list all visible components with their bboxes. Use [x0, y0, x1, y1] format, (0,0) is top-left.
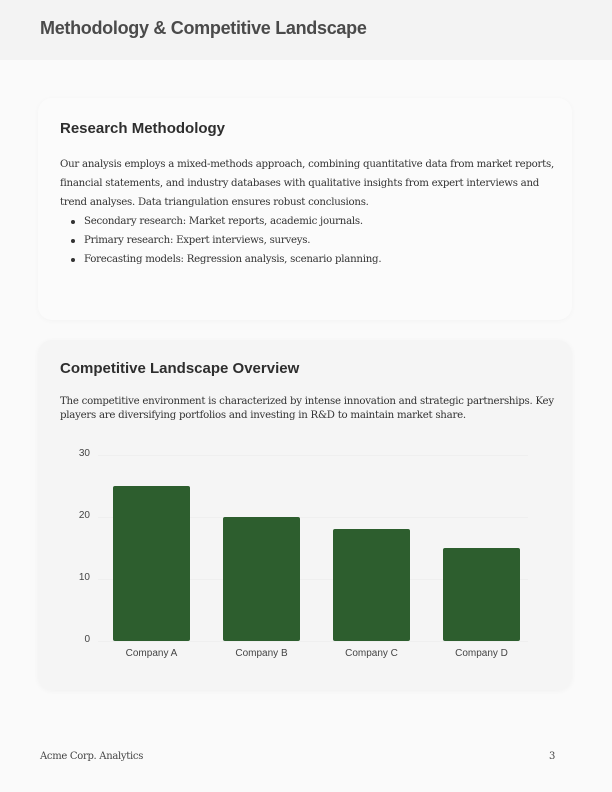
bar-company-b — [223, 517, 300, 641]
page-header — [0, 0, 612, 60]
y-axis-tick-label: 0 — [84, 634, 90, 645]
bar-company-c — [333, 529, 410, 641]
y-axis-tick-label: 10 — [78, 572, 90, 583]
bullet-icon — [71, 258, 75, 262]
research-methodology-card — [38, 98, 572, 320]
footer-company: Acme Corp. Analytics — [40, 751, 144, 762]
x-axis-tick-label: Company B — [235, 648, 288, 659]
bar-company-d — [443, 548, 520, 641]
methodology-bullet-list — [60, 212, 381, 269]
bullet-icon — [71, 239, 75, 243]
list-item: Secondary research: Market reports, academic journals. — [60, 212, 381, 231]
bar-chart — [38, 340, 572, 690]
competitive-landscape-card — [38, 340, 572, 690]
section-title: Competitive Landscape Overview — [60, 360, 300, 377]
gridline — [98, 641, 528, 642]
x-axis-tick-label: Company C — [345, 648, 398, 659]
x-axis-tick-label: Company D — [455, 648, 508, 659]
gridline — [98, 455, 528, 456]
list-item: Forecasting models: Regression analysis, scenario planning. — [60, 250, 381, 269]
y-axis-tick-label: 20 — [78, 510, 90, 521]
competitive-paragraph: The competitive environment is characterized by intense innovation and strategic partnerships. Key players are diversifying portfolios and investing in R&D to maintain market share. — [60, 396, 554, 421]
x-axis-tick-label: Company A — [125, 648, 178, 659]
bullet-icon — [71, 220, 75, 224]
list-item: Primary research: Expert interviews, surveys. — [60, 231, 381, 250]
page-number: 3 — [549, 751, 556, 762]
page-title: Methodology & Competitive Landscape — [40, 18, 367, 38]
bar-company-a — [113, 486, 190, 641]
methodology-paragraph: Our analysis employs a mixed-methods approach, combining quantitative data from market reports, financial statements, and industry databases with qualitative insights from expert interviews and trend analyses. Data triangulation ensures robust conclusions. — [60, 159, 554, 208]
y-axis-tick-label: 30 — [78, 448, 90, 459]
section-title: Research Methodology — [60, 120, 226, 137]
